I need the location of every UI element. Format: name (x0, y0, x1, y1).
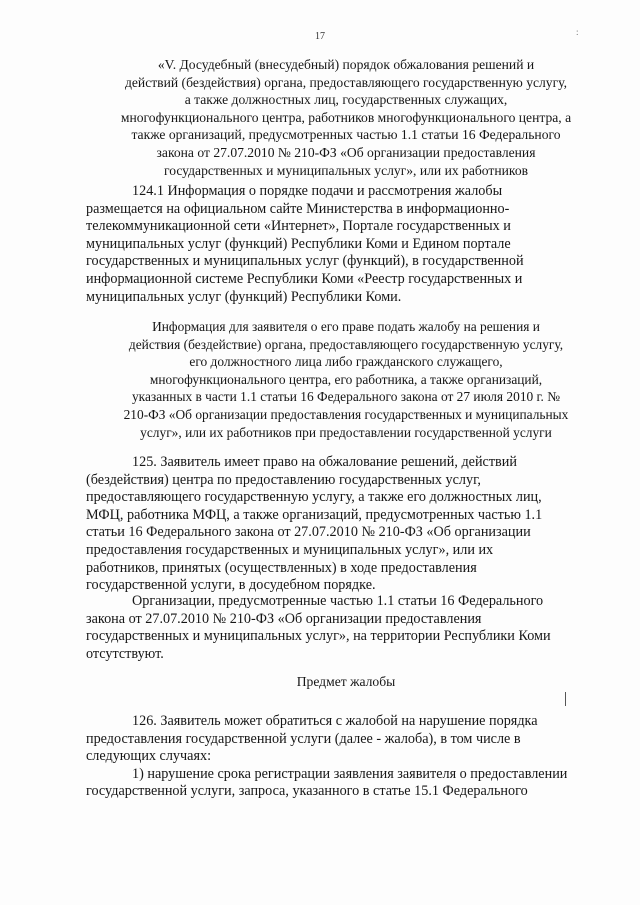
heading-line: а также должностных лиц, государственных служащих, (184, 92, 508, 108)
heading-line: Предмет жалобы (296, 674, 396, 689)
heading-line: указанных в части 1.1 статьи 16 Федерального закона от 27 июля 2010 г. № (131, 389, 561, 405)
subject-heading (86, 673, 606, 691)
paragraph-line: предоставления государственной услуги (далее - жалоба), в том числе в (86, 730, 521, 747)
paragraph-line: (бездействия) центра по предоставлению государственных услуг, (86, 471, 481, 488)
heading-line: Информация для заявителя о его праве подать жалобу на решения и (152, 319, 540, 334)
paragraph-line: 126. Заявитель может обратиться с жалобой на нарушение порядка (132, 713, 538, 729)
paragraph-line: закона от 27.07.2010 № 210-ФЗ «Об организации предоставления (86, 610, 482, 627)
paragraph-line: 124.1 Информация о порядке подачи и рассмотрения жалобы (132, 183, 503, 199)
heading-line: «V. Досудебный (внесудебный) порядок обжалования решений и (157, 57, 535, 72)
paragraph-line: Организации, предусмотренные частью 1.1 статьи 16 Федерального (132, 593, 544, 609)
paragraph-line: муниципальных услуг (функций) Республики Коми. (86, 288, 402, 305)
paragraph-line: МФЦ, работника МФЦ, а также организаций, предусмотренных частью 1.1 (86, 506, 543, 523)
paragraph-line: отсутствуют. (86, 645, 164, 662)
heading-line: его должностного лица либо гражданского служащего, (189, 354, 503, 370)
paragraph-line: государственных и муниципальных услуг», на территории Республики Коми (86, 628, 551, 645)
heading-line: 210-ФЗ «Об организации предоставления государственных и муниципальных (123, 406, 569, 422)
heading-line: действия (бездействие) органа, предоставляющего государственную услугу, (128, 336, 564, 352)
paragraph-line: информационной системе Республики Коми «Реестр государственных и (86, 270, 523, 287)
appeal-rights-heading (86, 318, 606, 441)
paragraph-126 (86, 713, 606, 801)
heading-line: также организаций, предусмотренных частью 1.1 статьи 16 Федерального (131, 127, 561, 143)
paragraph-line: государственной услуги, в досудебном порядке. (86, 577, 376, 594)
stray-mark: : (576, 27, 579, 37)
paragraph-line: размещается на официальном сайте Министерства в информационно- (86, 200, 510, 217)
margin-mark (565, 692, 566, 706)
heading-line: услуг», или их работников при предоставлении государственной услуги (140, 424, 552, 440)
heading-line: закона от 27.07.2010 № 210-ФЗ «Об организации предоставления (156, 144, 536, 160)
paragraph-line: телекоммуникационной сети «Интернет», Портале государственных и (86, 218, 511, 235)
section-v-heading (86, 56, 606, 179)
heading-line: государственных и муниципальных услуг», или их работников (163, 162, 529, 178)
paragraph-line: муниципальных услуг (функций) Республики Коми и Едином портале (86, 235, 511, 252)
heading-line: действий (бездействия) органа, предоставляющего государственную услугу, (124, 74, 568, 90)
paragraph-line: государственных и муниципальных услуг (функций), в государственной (86, 253, 524, 270)
heading-line: многофункционального центра, его работника, а также организаций, (149, 371, 543, 387)
paragraph-line: предоставляющего государственную услугу, а также его должностных лиц, (86, 489, 542, 506)
paragraph-line: работников, принятых (осуществленных) в ходе предоставления (86, 559, 477, 576)
paragraph-line: 1) нарушение срока регистрации заявления заявителя о предоставлении (132, 765, 568, 782)
paragraph-line: предоставления государственных и муниципальных услуг», или их (86, 541, 494, 558)
paragraph-124-1 (86, 183, 606, 306)
paragraph-line: государственной услуги, запроса, указанного в статье 15.1 Федерального (86, 783, 528, 800)
paragraph-line: статьи 16 Федерального закона от 27.07.2010 № 210-ФЗ «Об организации (86, 524, 531, 541)
paragraph-organizations (86, 593, 606, 663)
page-number: 17 (315, 31, 325, 42)
paragraph-line: 125. Заявитель имеет право на обжалование решений, действий (132, 454, 517, 470)
heading-line: многофункционального центра, работников многофункционального центра, а (120, 109, 572, 125)
paragraph-125 (86, 454, 606, 595)
paragraph-line: следующих случаях: (86, 748, 212, 765)
